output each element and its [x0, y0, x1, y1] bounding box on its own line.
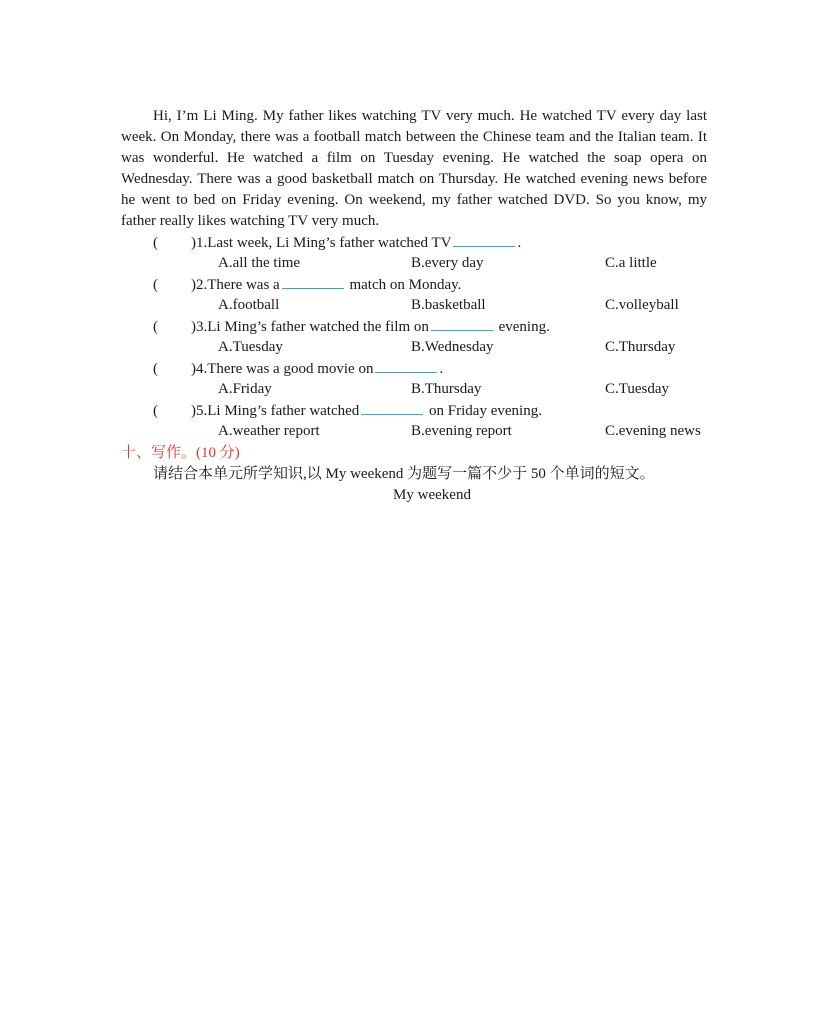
- answer-blank: [453, 232, 515, 247]
- question-stem-end: match on Monday.: [349, 277, 462, 293]
- writing-instruction: 请结合本单元所学知识,以 My weekend 为题写一篇不少于 50 个单词的短文。: [153, 466, 655, 482]
- option-b: B.every day: [411, 255, 484, 271]
- option-c: C.Tuesday: [605, 381, 670, 397]
- question-number: )1.: [191, 235, 208, 251]
- question-3: [153, 316, 550, 338]
- question-stem-end: evening.: [498, 319, 550, 335]
- option-b: B.Wednesday: [411, 339, 494, 355]
- option-a: A.football: [218, 297, 280, 313]
- question-stem: There was a good movie on: [207, 361, 374, 377]
- question-number: )4.: [191, 361, 208, 377]
- question-stem-end: .: [439, 361, 444, 377]
- option-a: A.Tuesday: [218, 339, 283, 355]
- question-stem: Last week, Li Ming’s father watched TV: [207, 235, 452, 251]
- answer-blank: [282, 274, 344, 289]
- option-b: B.Thursday: [411, 381, 482, 397]
- question-2: [153, 274, 461, 296]
- question-number: )2.: [191, 277, 208, 293]
- answer-paren: (: [153, 235, 158, 251]
- question-stem: Li Ming’s father watched: [207, 403, 360, 419]
- answer-paren: (: [153, 277, 158, 293]
- answer-paren: (: [153, 319, 158, 335]
- question-number: )3.: [191, 319, 208, 335]
- question-number: )5.: [191, 403, 208, 419]
- option-a: A.weather report: [218, 423, 320, 439]
- reading-passage: Hi, I’m Li Ming. My father likes watching TV very much. He watched TV every day last week. On Monday, there was a football match between the Chinese team and the Italian team. It was wonderful. He watched a film on Tuesday evening. He watched the soap opera on Wednesday. There was a good basketball match on Thursday. He watched evening news before he went to bed on Friday evening. On weekend, my father watched DVD. So you know, my father really likes watching TV very much.: [121, 108, 707, 229]
- option-c: C.volleyball: [605, 297, 679, 313]
- question-stem: Li Ming’s father watched the film on: [207, 319, 429, 335]
- answer-paren: (: [153, 361, 158, 377]
- option-c: C.evening news: [605, 423, 701, 439]
- option-a: A.Friday: [218, 381, 272, 397]
- answer-blank: [431, 316, 493, 331]
- option-c: C.Thursday: [605, 339, 676, 355]
- option-b: B.basketball: [411, 297, 486, 313]
- answer-blank: [375, 358, 437, 373]
- question-stem-end: .: [517, 235, 522, 251]
- writing-section-heading: 十、写作。(10 分): [121, 445, 240, 461]
- option-a: A.all the time: [218, 255, 301, 271]
- answer-blank: [361, 400, 423, 415]
- question-stem: There was a: [207, 277, 280, 293]
- question-1: [153, 232, 521, 254]
- question-stem-end: on Friday evening.: [429, 403, 542, 419]
- answer-paren: (: [153, 403, 158, 419]
- option-b: B.evening report: [411, 423, 512, 439]
- option-c: C.a little: [605, 255, 657, 271]
- essay-title: My weekend: [393, 487, 471, 503]
- question-4: [153, 358, 443, 380]
- question-5: [153, 400, 542, 422]
